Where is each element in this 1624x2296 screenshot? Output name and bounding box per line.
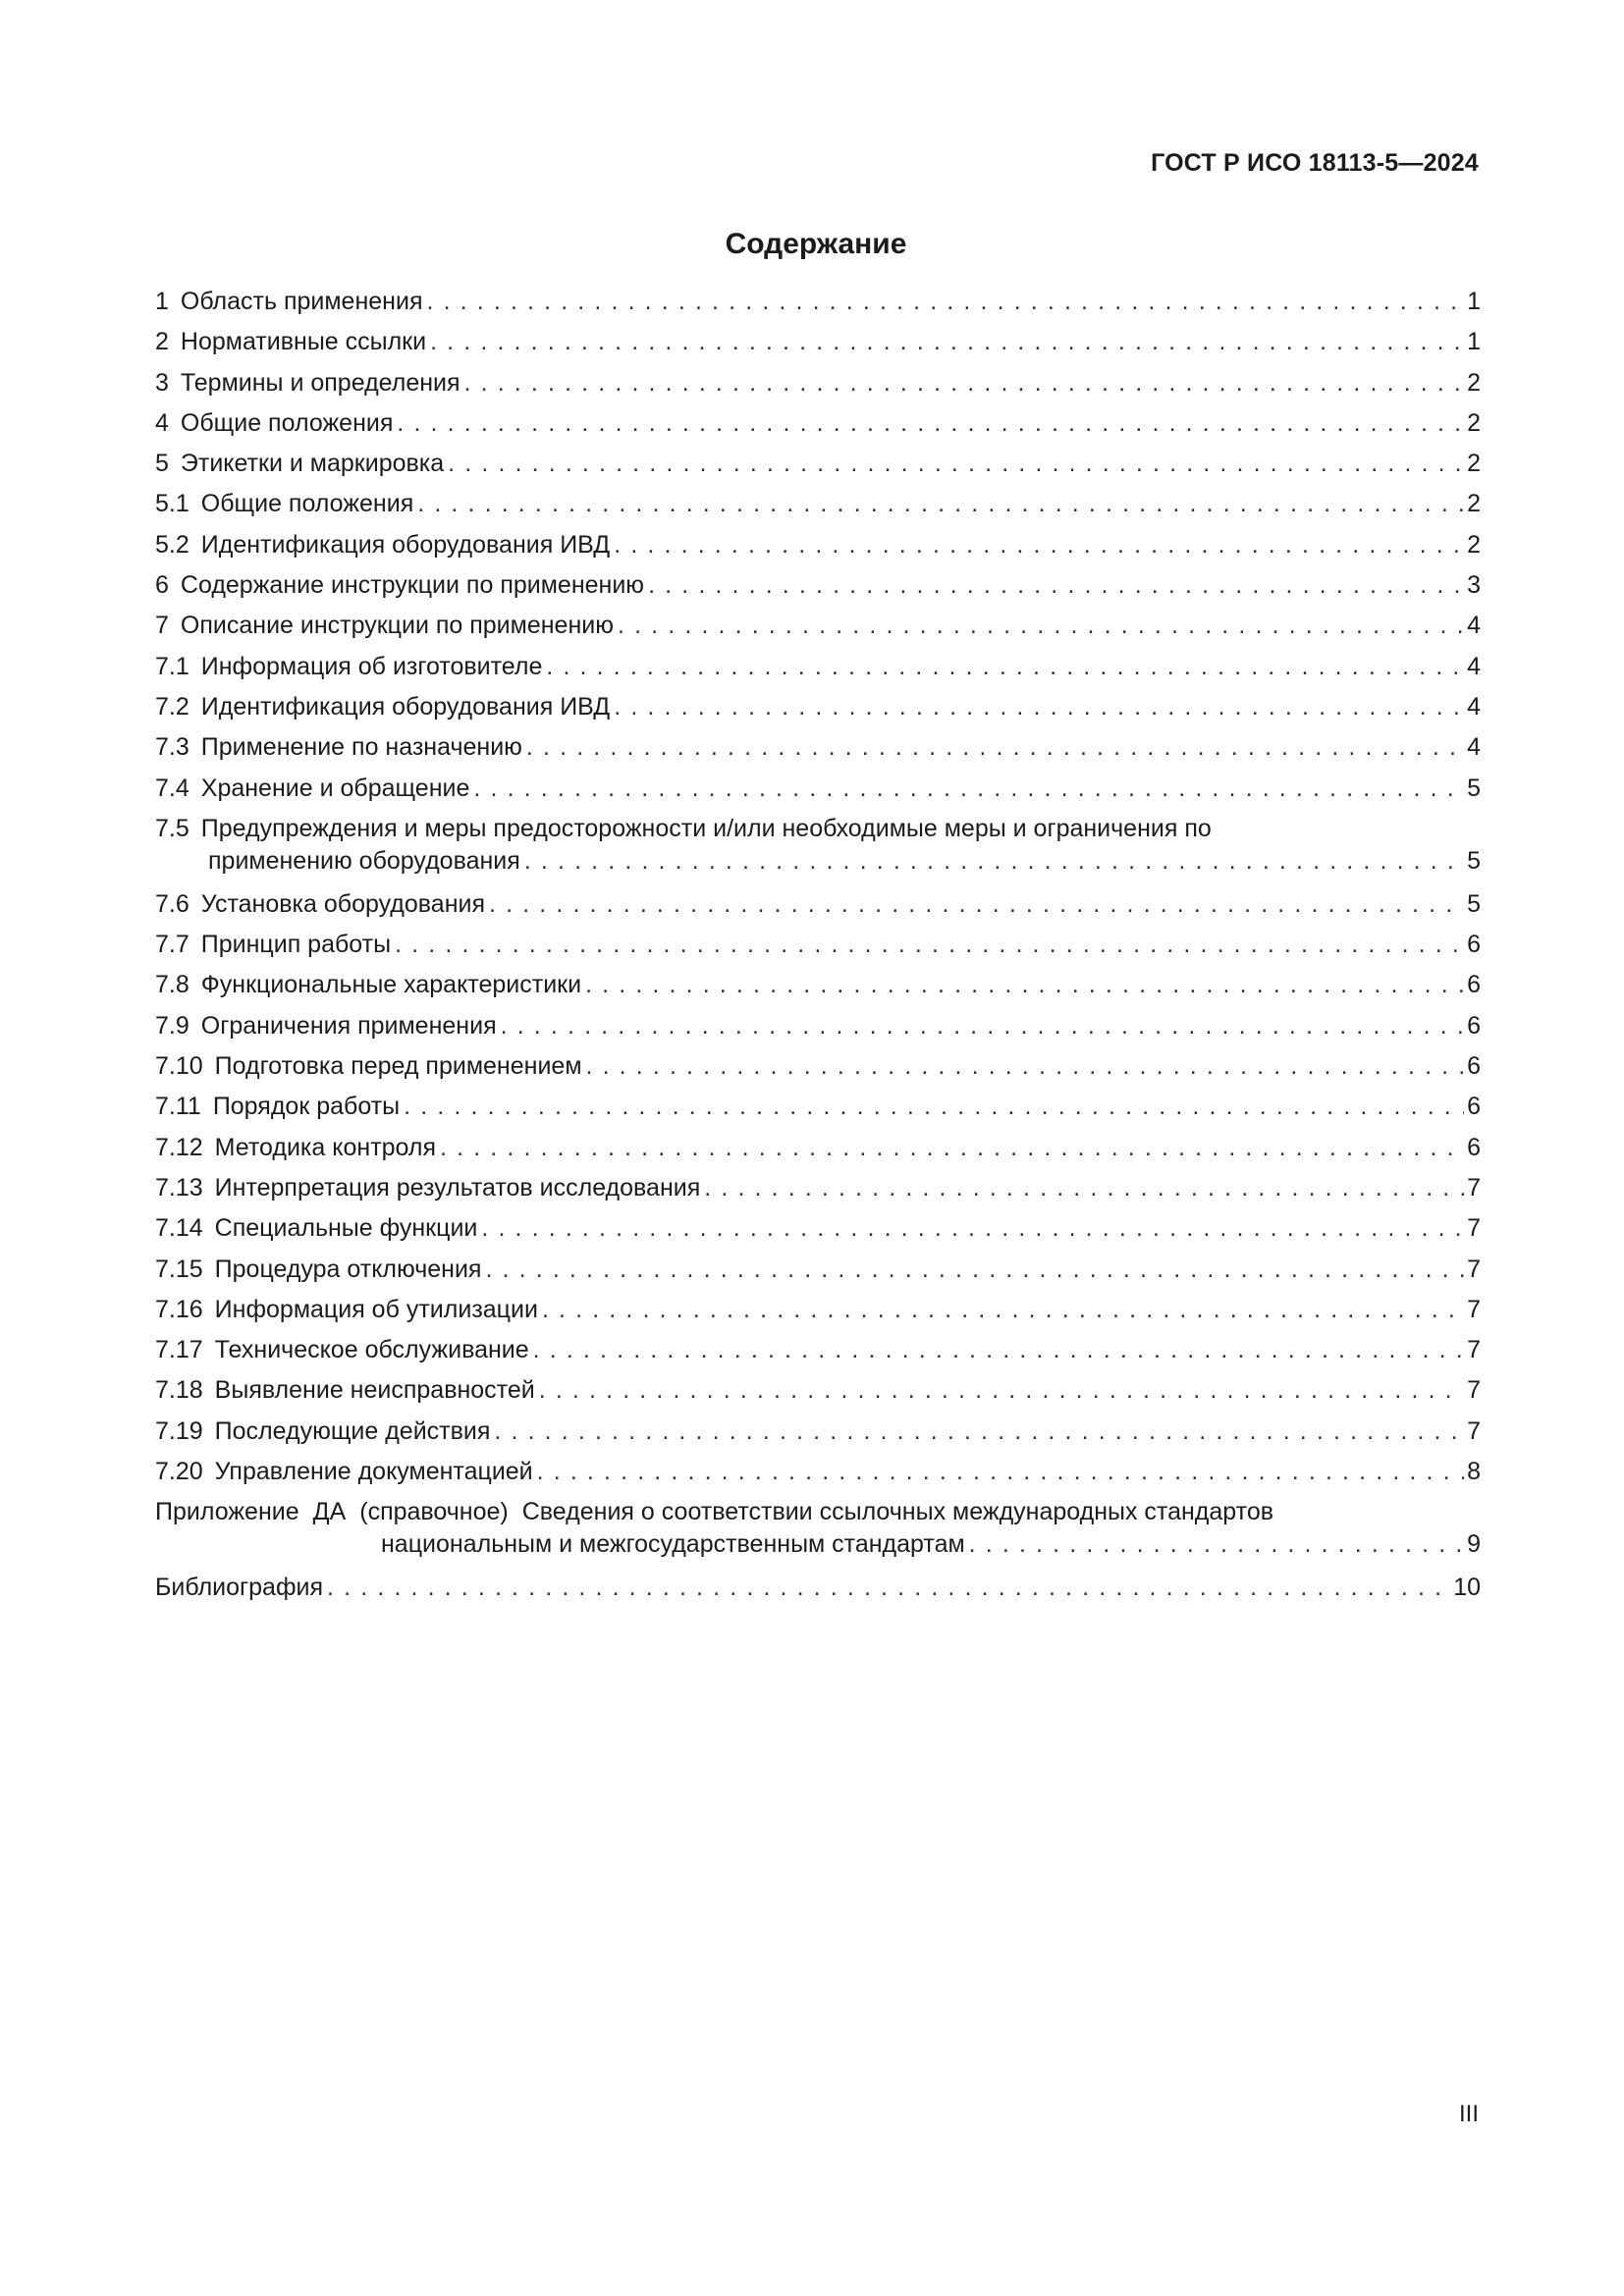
dot-leader: [430, 327, 1464, 356]
toc-entry-page: 7: [1467, 1173, 1481, 1201]
toc-entry-bibliography[interactable]: [155, 1573, 1481, 1613]
toc-entry-7-11[interactable]: [155, 1092, 1481, 1132]
dot-leader: [395, 930, 1464, 959]
toc-entry-label-line1: Предупреждения и меры предосторожности и/или необходимые меры и ограничения по: [200, 814, 1212, 842]
dot-leader: [524, 846, 1464, 876]
toc-entry-page: 8: [1467, 1458, 1481, 1486]
toc-entry-number: 7.16: [155, 1295, 203, 1323]
toc-entry-number: 6: [155, 571, 169, 600]
toc-entry-7-14[interactable]: [155, 1213, 1481, 1254]
toc-entry-number: 7.15: [155, 1255, 203, 1283]
toc-entry-7-4[interactable]: [155, 774, 1481, 814]
toc-entry-number: 5.2: [155, 530, 189, 559]
toc-entry-label: Интерпретация результатов исследования: [214, 1173, 701, 1201]
toc-entry-label: Принцип работы: [200, 931, 392, 959]
toc-entry-number: 7.11: [155, 1093, 201, 1121]
toc-entry-page: 6: [1467, 1093, 1481, 1121]
toc-entry-page: 6: [1467, 1011, 1481, 1040]
toc-entry-label-line2: применению оборудования: [208, 846, 520, 875]
annex-title-line2: национальным и межгосударственным стандартам: [381, 1530, 965, 1559]
toc-entry-7-19[interactable]: [155, 1416, 1481, 1457]
toc-entry-7-7[interactable]: [155, 930, 1481, 970]
toc-entry-label: Управление документацией: [214, 1458, 533, 1486]
toc-entry-page: 7: [1467, 1255, 1481, 1283]
toc-entry-label: Область применения: [180, 288, 423, 315]
toc-entry-number: 7.1: [155, 652, 189, 680]
toc-entry-label: Установка оборудования: [200, 889, 485, 918]
toc-entry-page: 4: [1467, 692, 1481, 721]
toc-entry-7-20[interactable]: [155, 1457, 1481, 1497]
dot-leader: [585, 970, 1464, 999]
toc-entry-number: 4: [155, 408, 169, 437]
toc-entry-number: 2: [155, 328, 169, 356]
toc-entry-7-8[interactable]: [155, 970, 1481, 1010]
toc-entry-7-16[interactable]: [155, 1295, 1481, 1335]
toc-entry-page: 2: [1467, 368, 1481, 397]
toc-entry-number: 5.1: [155, 490, 189, 518]
toc-entry-label: Описание инструкции по применению: [180, 612, 614, 640]
toc-entry-label: Функциональные характеристики: [200, 971, 582, 999]
dot-leader: [546, 652, 1464, 681]
dot-leader: [448, 449, 1464, 478]
toc-title: Содержание: [725, 228, 907, 260]
toc-entry-page: 10: [1453, 1574, 1481, 1602]
toc-entry-page: 4: [1467, 612, 1481, 640]
dot-leader: [426, 287, 1464, 316]
toc-entry-4[interactable]: [155, 408, 1481, 449]
toc-entry-number: 3: [155, 368, 169, 397]
toc-entry-label: Идентификация оборудования ИВД: [200, 530, 611, 559]
toc-entry-page: 6: [1467, 971, 1481, 999]
toc-entry-2[interactable]: [155, 327, 1481, 367]
toc-entry-number: 7.3: [155, 733, 189, 762]
toc-entry-number: 7: [155, 612, 169, 640]
table-of-contents: [155, 287, 1481, 1614]
dot-leader: [501, 1011, 1464, 1041]
toc-entry-label: Специальные функции: [214, 1214, 478, 1243]
toc-entry-page: 7: [1467, 1214, 1481, 1243]
toc-entry-label: Информация об изготовителе: [200, 652, 543, 680]
toc-entry-page: 7: [1467, 1416, 1481, 1445]
toc-entry-label: Методика контроля: [214, 1133, 437, 1161]
toc-entry-label: Техническое обслуживание: [214, 1336, 529, 1364]
toc-entry-label: Ограничения применения: [200, 1011, 497, 1040]
toc-entry-page: 2: [1467, 408, 1481, 437]
toc-entry-label: Нормативные ссылки: [180, 328, 427, 356]
toc-entry-page: 7: [1467, 1336, 1481, 1364]
toc-entry-page: 9: [1467, 1530, 1481, 1559]
toc-entry-7-10[interactable]: [155, 1051, 1481, 1092]
toc-entry-page: 1: [1467, 288, 1481, 315]
toc-entry-1[interactable]: [155, 287, 1481, 327]
dot-leader: [327, 1573, 1450, 1602]
toc-entry-label: Хранение и обращение: [200, 774, 470, 802]
toc-entry-page: 5: [1467, 846, 1481, 875]
toc-entry-number: 7.17: [155, 1336, 203, 1364]
toc-entry-number: 7.14: [155, 1214, 203, 1243]
toc-entry-label: Общие положения: [180, 408, 394, 437]
toc-entry-page: 5: [1467, 889, 1481, 918]
toc-entry-number: 7.6: [155, 889, 189, 918]
toc-entry-5[interactable]: [155, 449, 1481, 489]
toc-entry-7-12[interactable]: [155, 1133, 1481, 1173]
dot-leader: [539, 1375, 1464, 1405]
toc-entry-label: Порядок работы: [212, 1093, 401, 1121]
dot-leader: [473, 774, 1464, 803]
toc-entry-6[interactable]: [155, 570, 1481, 611]
annex-letter: ДА: [312, 1498, 347, 1526]
standard-code: ГОСТ Р ИСО 18113-5—2024: [1151, 149, 1479, 177]
toc-entry-5-1[interactable]: [155, 489, 1481, 529]
dot-leader: [969, 1529, 1464, 1559]
toc-entry-number: 7.2: [155, 692, 189, 721]
toc-entry-page: 1: [1467, 328, 1481, 356]
toc-entry-7-13[interactable]: [155, 1173, 1481, 1213]
toc-entry-number: 7.7: [155, 931, 189, 959]
toc-entry-label: Последующие действия: [214, 1416, 491, 1445]
toc-entry-page: 6: [1467, 931, 1481, 959]
dot-leader: [542, 1295, 1464, 1324]
toc-entry-number: 1: [155, 288, 169, 315]
toc-entry-7-2[interactable]: [155, 692, 1481, 732]
toc-entry-page: 3: [1467, 571, 1481, 600]
toc-entry-number: 7.19: [155, 1416, 203, 1445]
dot-leader: [397, 408, 1464, 438]
toc-entry-label: Библиография: [155, 1574, 324, 1602]
toc-entry-7-3[interactable]: [155, 732, 1481, 773]
toc-entry-label: Термины и определения: [180, 368, 460, 397]
dot-leader: [704, 1173, 1464, 1202]
toc-entry-number: 7.10: [155, 1052, 203, 1081]
dot-leader: [417, 489, 1464, 518]
toc-entry-7-5[interactable]: [155, 814, 1481, 889]
toc-entry-page: 5: [1467, 774, 1481, 802]
toc-entry-label: Подготовка перед применением: [214, 1052, 582, 1081]
toc-entry-7-18[interactable]: [155, 1375, 1481, 1415]
toc-entry-7-1[interactable]: [155, 652, 1481, 692]
dot-leader: [526, 732, 1464, 762]
toc-entry-7-9[interactable]: [155, 1011, 1481, 1051]
toc-entry-annex-da[interactable]: [155, 1497, 1481, 1573]
dot-leader: [586, 1051, 1465, 1081]
toc-entry-page: 7: [1467, 1376, 1481, 1405]
toc-entry-page: 4: [1467, 652, 1481, 680]
dot-leader: [404, 1092, 1464, 1121]
toc-entry-7-6[interactable]: [155, 889, 1481, 930]
toc-entry-page: 6: [1467, 1052, 1481, 1081]
dot-leader: [648, 570, 1464, 600]
toc-entry-number: 7.18: [155, 1376, 203, 1405]
page-number: III: [1458, 2101, 1479, 2127]
dot-leader: [537, 1457, 1464, 1486]
toc-entry-page: 2: [1467, 530, 1481, 559]
annex-title-line1: Сведения о соответствии ссылочных международных стандартов: [521, 1498, 1274, 1526]
toc-entry-7-17[interactable]: [155, 1335, 1481, 1375]
toc-entry-number: 7.13: [155, 1173, 203, 1201]
dot-leader: [533, 1335, 1464, 1364]
toc-entry-page: 7: [1467, 1295, 1481, 1323]
toc-entry-7-15[interactable]: [155, 1255, 1481, 1295]
annex-prefix: Приложение: [155, 1498, 299, 1526]
dot-leader: [440, 1133, 1464, 1162]
toc-entry-label: Информация об утилизации: [214, 1295, 538, 1323]
toc-entry-label: Этикетки и маркировка: [180, 450, 445, 478]
toc-entry-number: 7.4: [155, 774, 189, 802]
dot-leader: [494, 1416, 1464, 1446]
toc-entry-label: Содержание инструкции по применению: [180, 571, 645, 600]
toc-entry-label: Процедура отключения: [214, 1255, 482, 1283]
annex-kind: (справочное): [359, 1498, 509, 1526]
toc-entry-page: 2: [1467, 490, 1481, 518]
toc-entry-label: Применение по назначению: [200, 733, 522, 762]
toc-entry-page: 6: [1467, 1133, 1481, 1161]
toc-entry-number: 7.5: [155, 814, 189, 842]
toc-entry-number: 7.8: [155, 971, 189, 999]
dot-leader: [485, 1255, 1464, 1284]
dot-leader: [481, 1213, 1464, 1243]
toc-entry-5-2[interactable]: [155, 530, 1481, 570]
dot-leader: [614, 692, 1464, 721]
toc-entry-7[interactable]: [155, 611, 1481, 651]
toc-entry-number: 7.20: [155, 1458, 203, 1486]
toc-entry-number: 5: [155, 450, 169, 478]
toc-entry-number: 7.12: [155, 1133, 203, 1161]
dot-leader: [618, 611, 1464, 640]
toc-entry-label: Общие положения: [200, 490, 414, 518]
toc-entry-label: Выявление неисправностей: [214, 1376, 535, 1405]
toc-entry-number: 7.9: [155, 1011, 189, 1040]
toc-entry-page: 4: [1467, 733, 1481, 762]
dot-leader: [489, 889, 1464, 919]
toc-entry-label: Идентификация оборудования ИВД: [200, 692, 611, 721]
dot-leader: [614, 530, 1464, 560]
dot-leader: [464, 368, 1465, 398]
toc-entry-3[interactable]: [155, 368, 1481, 408]
toc-entry-page: 2: [1467, 450, 1481, 478]
